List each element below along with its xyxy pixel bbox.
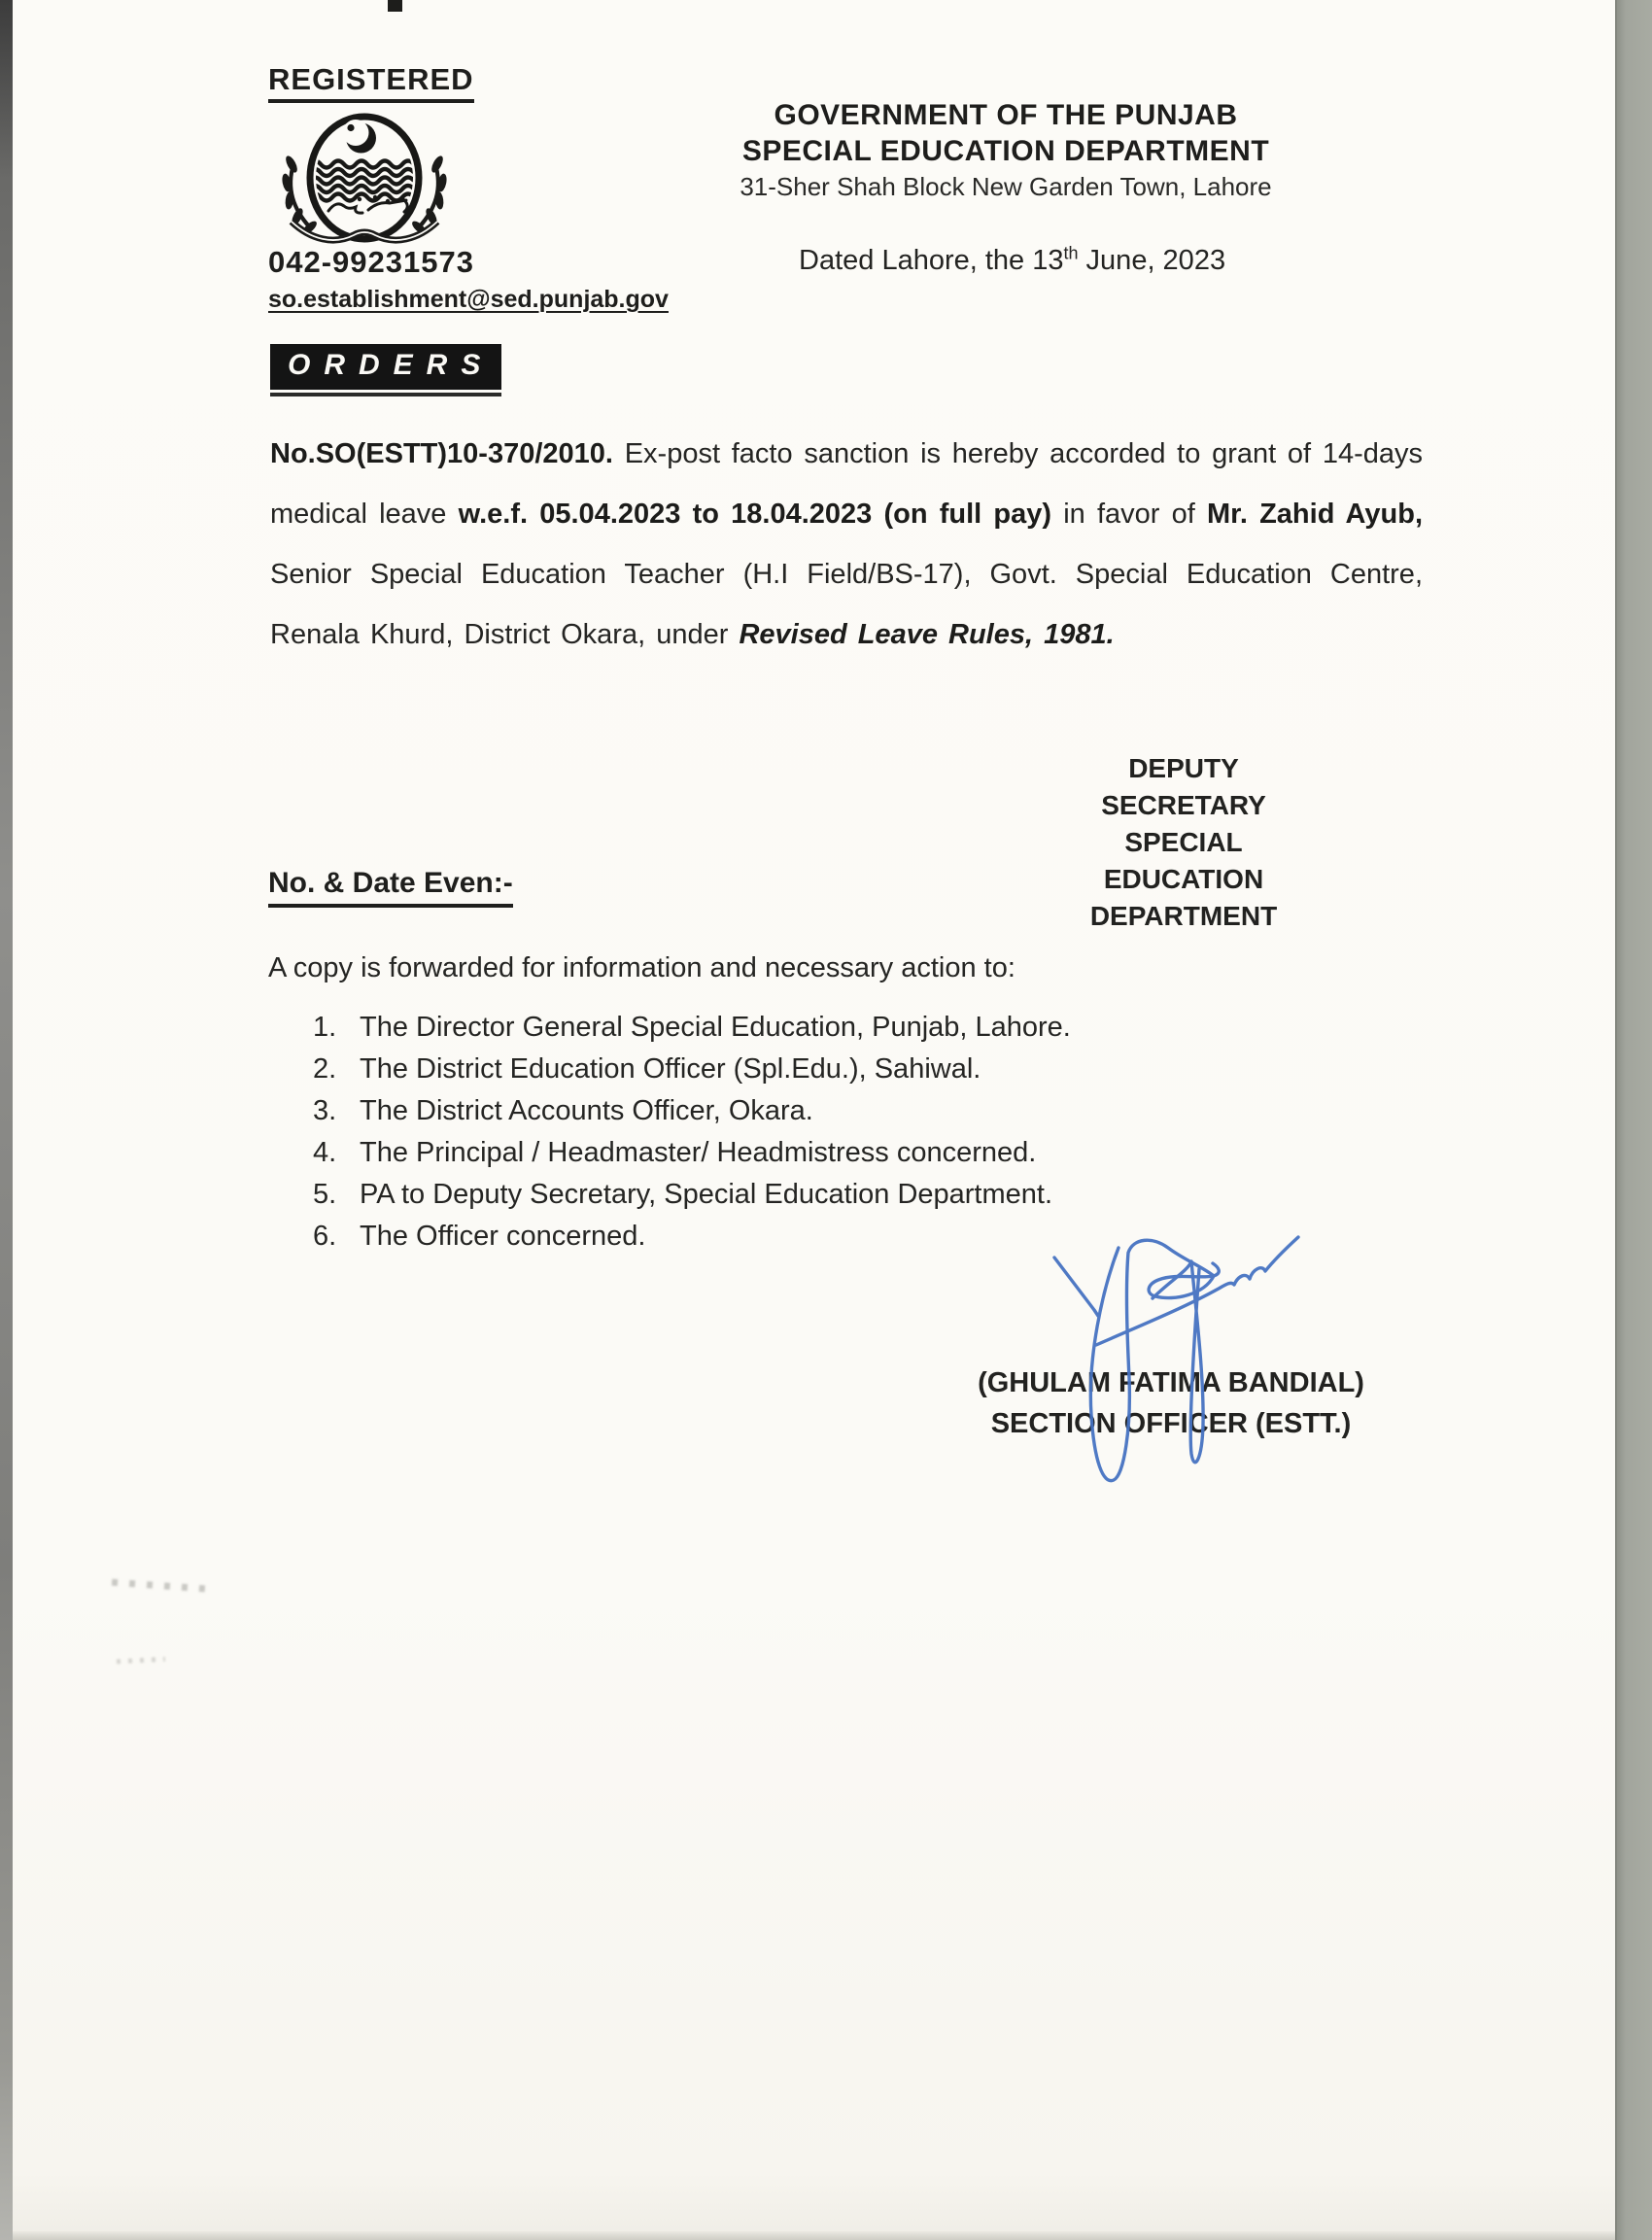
signatory-designation-block [1045, 750, 1323, 935]
list-item-text: The District Education Officer (Spl.Edu.), Sahiwal. [360, 1053, 981, 1085]
distribution-list [313, 1007, 1071, 1258]
signatory-designation-line: DEPUTY SECRETARY [1101, 753, 1266, 820]
pencil-smudge [117, 1657, 165, 1665]
department-title: SPECIAL EDUCATION DEPARTMENT [741, 135, 1270, 167]
scan-edge-right [1615, 0, 1652, 2240]
order-text: Senior Special Education Teacher (H.I Field/BS-17), Govt. Special Education Centre, Renala Khurd, District Okara, under [270, 559, 1423, 650]
government-title: GOVERNMENT OF THE PUNJAB [774, 99, 1238, 131]
list-item-number: 6. [313, 1221, 337, 1252]
signatory-title: SECTION OFFICER (ESTT.) [990, 1408, 1352, 1439]
list-item-text: The District Accounts Officer, Okara. [360, 1095, 813, 1126]
list-item-text: The Principal / Headmaster/ Headmistress concerned. [360, 1137, 1037, 1168]
officer-name: Mr. Zahid Ayub, [1207, 499, 1423, 530]
list-item-text: The Director General Special Education, Punjab, Lahore. [360, 1012, 1071, 1043]
pencil-smudge [112, 1579, 205, 1593]
orders-heading [270, 344, 501, 396]
signatory-designation-line: SPECIAL EDUCATION [1103, 827, 1264, 894]
date-line [799, 245, 1225, 277]
list-item-number: 4. [313, 1137, 337, 1168]
department-address: 31-Sher Shah Block New Garden Town, Lahore [740, 172, 1272, 201]
signatory-name: (GHULAM FATIMA BANDIAL) [978, 1367, 1364, 1398]
list-item-text: PA to Deputy Secretary, Special Education Department. [360, 1179, 1053, 1210]
list-item [313, 1216, 1071, 1258]
list-item-number: 3. [313, 1095, 337, 1126]
no-and-date-even-heading: No. & Date Even:- [268, 867, 513, 908]
scan-edge-left [0, 0, 13, 2240]
list-item-text: The Officer concerned. [360, 1221, 646, 1252]
order-text: in favor of [1051, 499, 1207, 530]
scan-edge-bottom [13, 2231, 1615, 2240]
scan-artifact-mark [388, 0, 402, 12]
date-ordinal: th [1063, 243, 1079, 263]
list-item [313, 1132, 1071, 1174]
list-item-number: 1. [313, 1012, 337, 1043]
list-item [313, 1090, 1071, 1132]
email-address: so.establishment@sed.punjab.gov [268, 286, 669, 313]
list-item [313, 1049, 1071, 1090]
list-item [313, 1007, 1071, 1049]
rules-reference: Revised Leave Rules, 1981. [739, 619, 1115, 650]
handwritten-signature-icon [989, 1221, 1320, 1522]
signatory-designation-line: DEPARTMENT [1089, 901, 1278, 931]
punjab-crest-icon [278, 109, 449, 249]
phone-number: 042-99231573 [268, 245, 474, 279]
department-header [714, 97, 1297, 204]
reference-number: No.SO(ESTT)10-370/2010. [270, 438, 613, 469]
distribution-intro: A copy is forwarded for information and necessary action to: [268, 952, 1015, 983]
registered-label: REGISTERED [268, 62, 474, 103]
orders-heading-text: ORDERS [270, 344, 501, 390]
order-paragraph [270, 424, 1423, 665]
list-item-number: 2. [313, 1053, 337, 1085]
list-item [313, 1174, 1071, 1216]
date-text-suffix: June, 2023 [1078, 245, 1226, 276]
leave-dates: w.e.f. 05.04.2023 to 18.04.2023 (on full pay) [458, 499, 1052, 530]
order-text: Ex-post facto sanction is hereby accorded to grant of 14-days medical leave [270, 438, 1423, 530]
list-item-number: 5. [313, 1179, 337, 1210]
date-text: Dated Lahore, the 13 [799, 245, 1064, 276]
